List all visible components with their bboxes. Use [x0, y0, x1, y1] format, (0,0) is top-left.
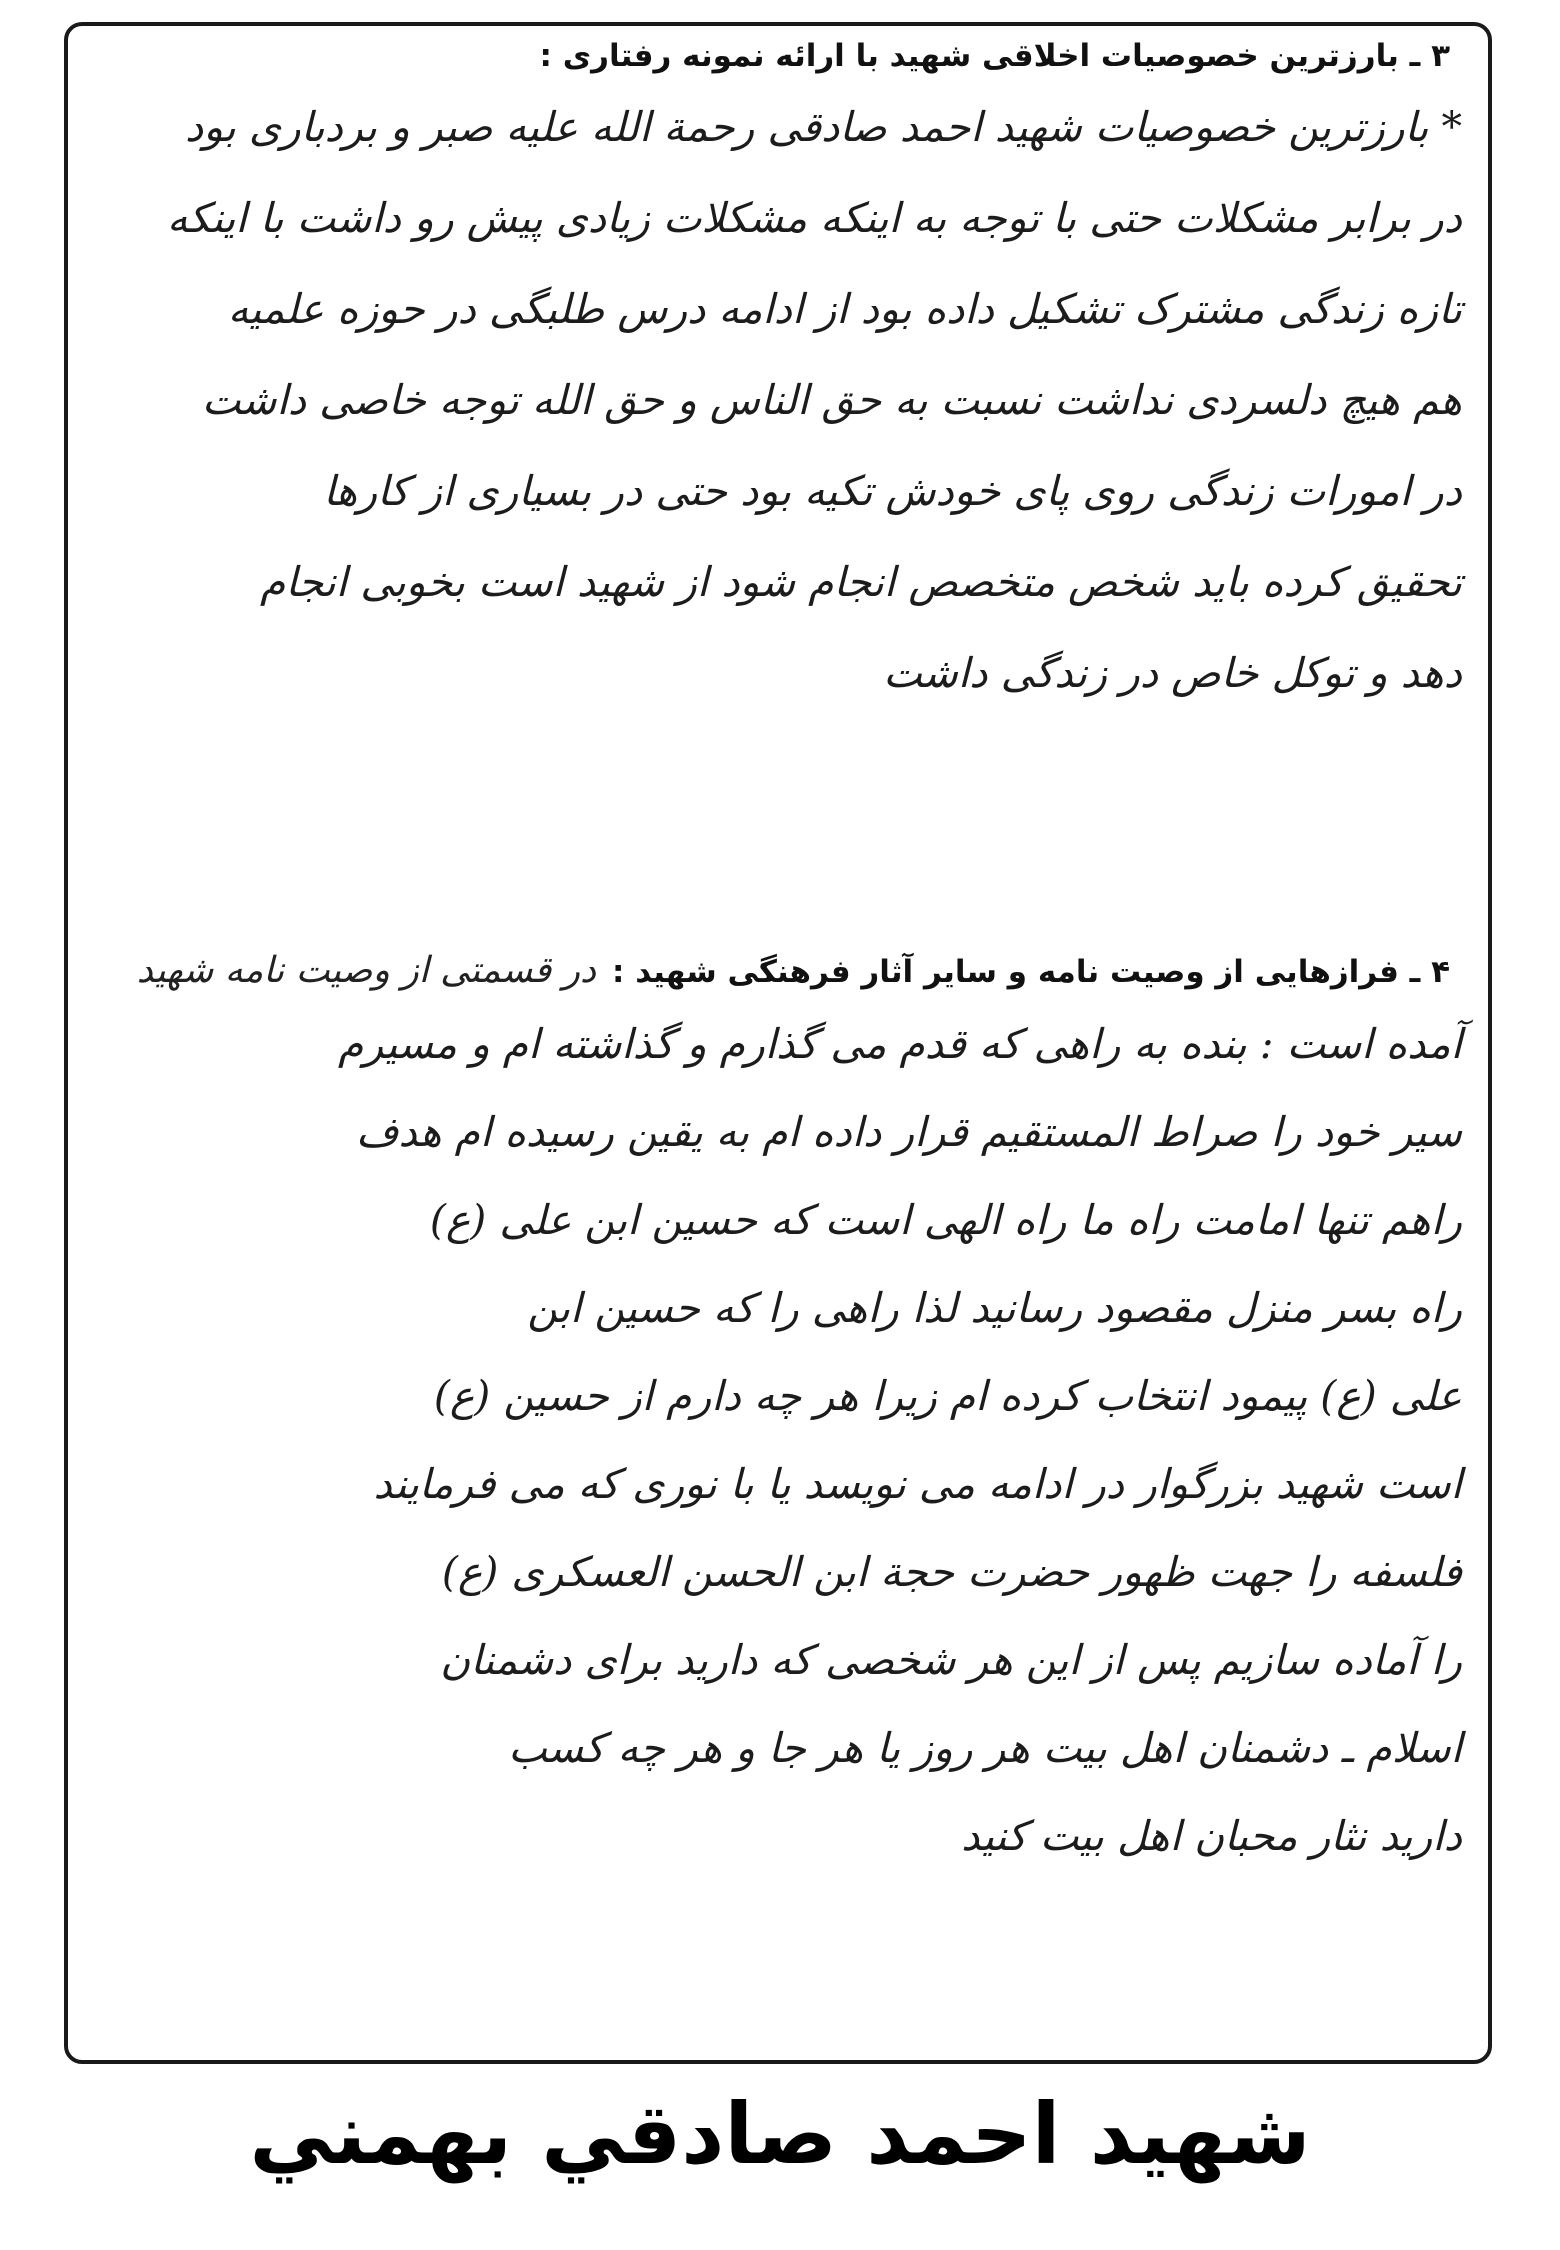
martyr-name-caption: شهيد احمد صادقي بهمني: [249, 2085, 1311, 2183]
section-3-line: در امورات زندگی روی پای خودش تکیه بود حتی در بسیاری از کارها: [323, 466, 1462, 515]
section-3: [68, 32, 1488, 719]
document-frame: [64, 22, 1492, 2064]
section-3-line: دهد و توکل خاص در زندگی داشت: [883, 648, 1462, 697]
section-3-line: تحقیق کرده باید شخص متخصص انجام شود از شهید است بخوبی انجام: [260, 557, 1462, 606]
section-4-line: است شهید بزرگوار در ادامه می نویسد یا با نوری که می فرمایند: [373, 1459, 1462, 1508]
section-4-line: علی (ع) پیمود انتخاب کرده ام زیرا هر چه دارم از حسین (ع): [433, 1371, 1462, 1420]
section-4-line: را آماده سازیم پس از این هر شخصی که دارید برای دشمنان: [440, 1635, 1462, 1684]
section-4-line: فلسفه را جهت ظهور حضرت حجة ابن الحسن العسکری (ع): [441, 1547, 1462, 1596]
section-4-line: اسلام ـ دشمنان اهل بیت هر روز یا هر جا و هر چه کسب: [508, 1723, 1462, 1772]
section-4-line: سیر خود را صراط المستقیم قرار داده ام به یقین رسیده ام هدف: [355, 1107, 1462, 1156]
section-4-line: آمده است : بنده به راهی که قدم می گذارم و گذاشته ام و مسیرم: [338, 1019, 1462, 1068]
section-4: [68, 942, 1488, 1880]
section-3-line: هم هیچ دلسردی نداشت نسبت به حق الناس و حق الله توجه خاصی داشت: [201, 375, 1462, 424]
section-4-heading-row: [68, 942, 1488, 1000]
section-3-heading: ۳ ـ بارزترین خصوصیات اخلاقی شهید با ارائه نمونه رفتاری :: [539, 38, 1450, 74]
section-3-line: در برابر مشکلات حتی با توجه به اینکه مشکلات زیادی پیش رو داشت با اینکه: [166, 193, 1462, 242]
section-4-line: راهم تنها امامت راه ما راه الهی است که حسین ابن علی (ع): [429, 1195, 1462, 1244]
section-3-line: تازه زندگی مشترک تشکیل داده بود از ادامه درس طلبگی در حوزه علمیه: [227, 284, 1462, 333]
section-3-line: * بارزترین خصوصیات شهید احمد صادقی رحمة الله علیه صبر و بردباری بود: [184, 102, 1462, 151]
section-4-heading: ۴ ـ فرازهایی از وصیت نامه و سایر آثار فرهنگی شهید :: [612, 954, 1450, 990]
section-4-heading-handwritten: در قسمتی از وصیت نامه شهید: [136, 950, 597, 991]
section-4-line: دارید نثار محبان اهل بیت کنید: [961, 1811, 1462, 1860]
section-4-line: راه بسر منزل مقصود رسانید لذا راهی را که حسین ابن: [527, 1283, 1462, 1332]
